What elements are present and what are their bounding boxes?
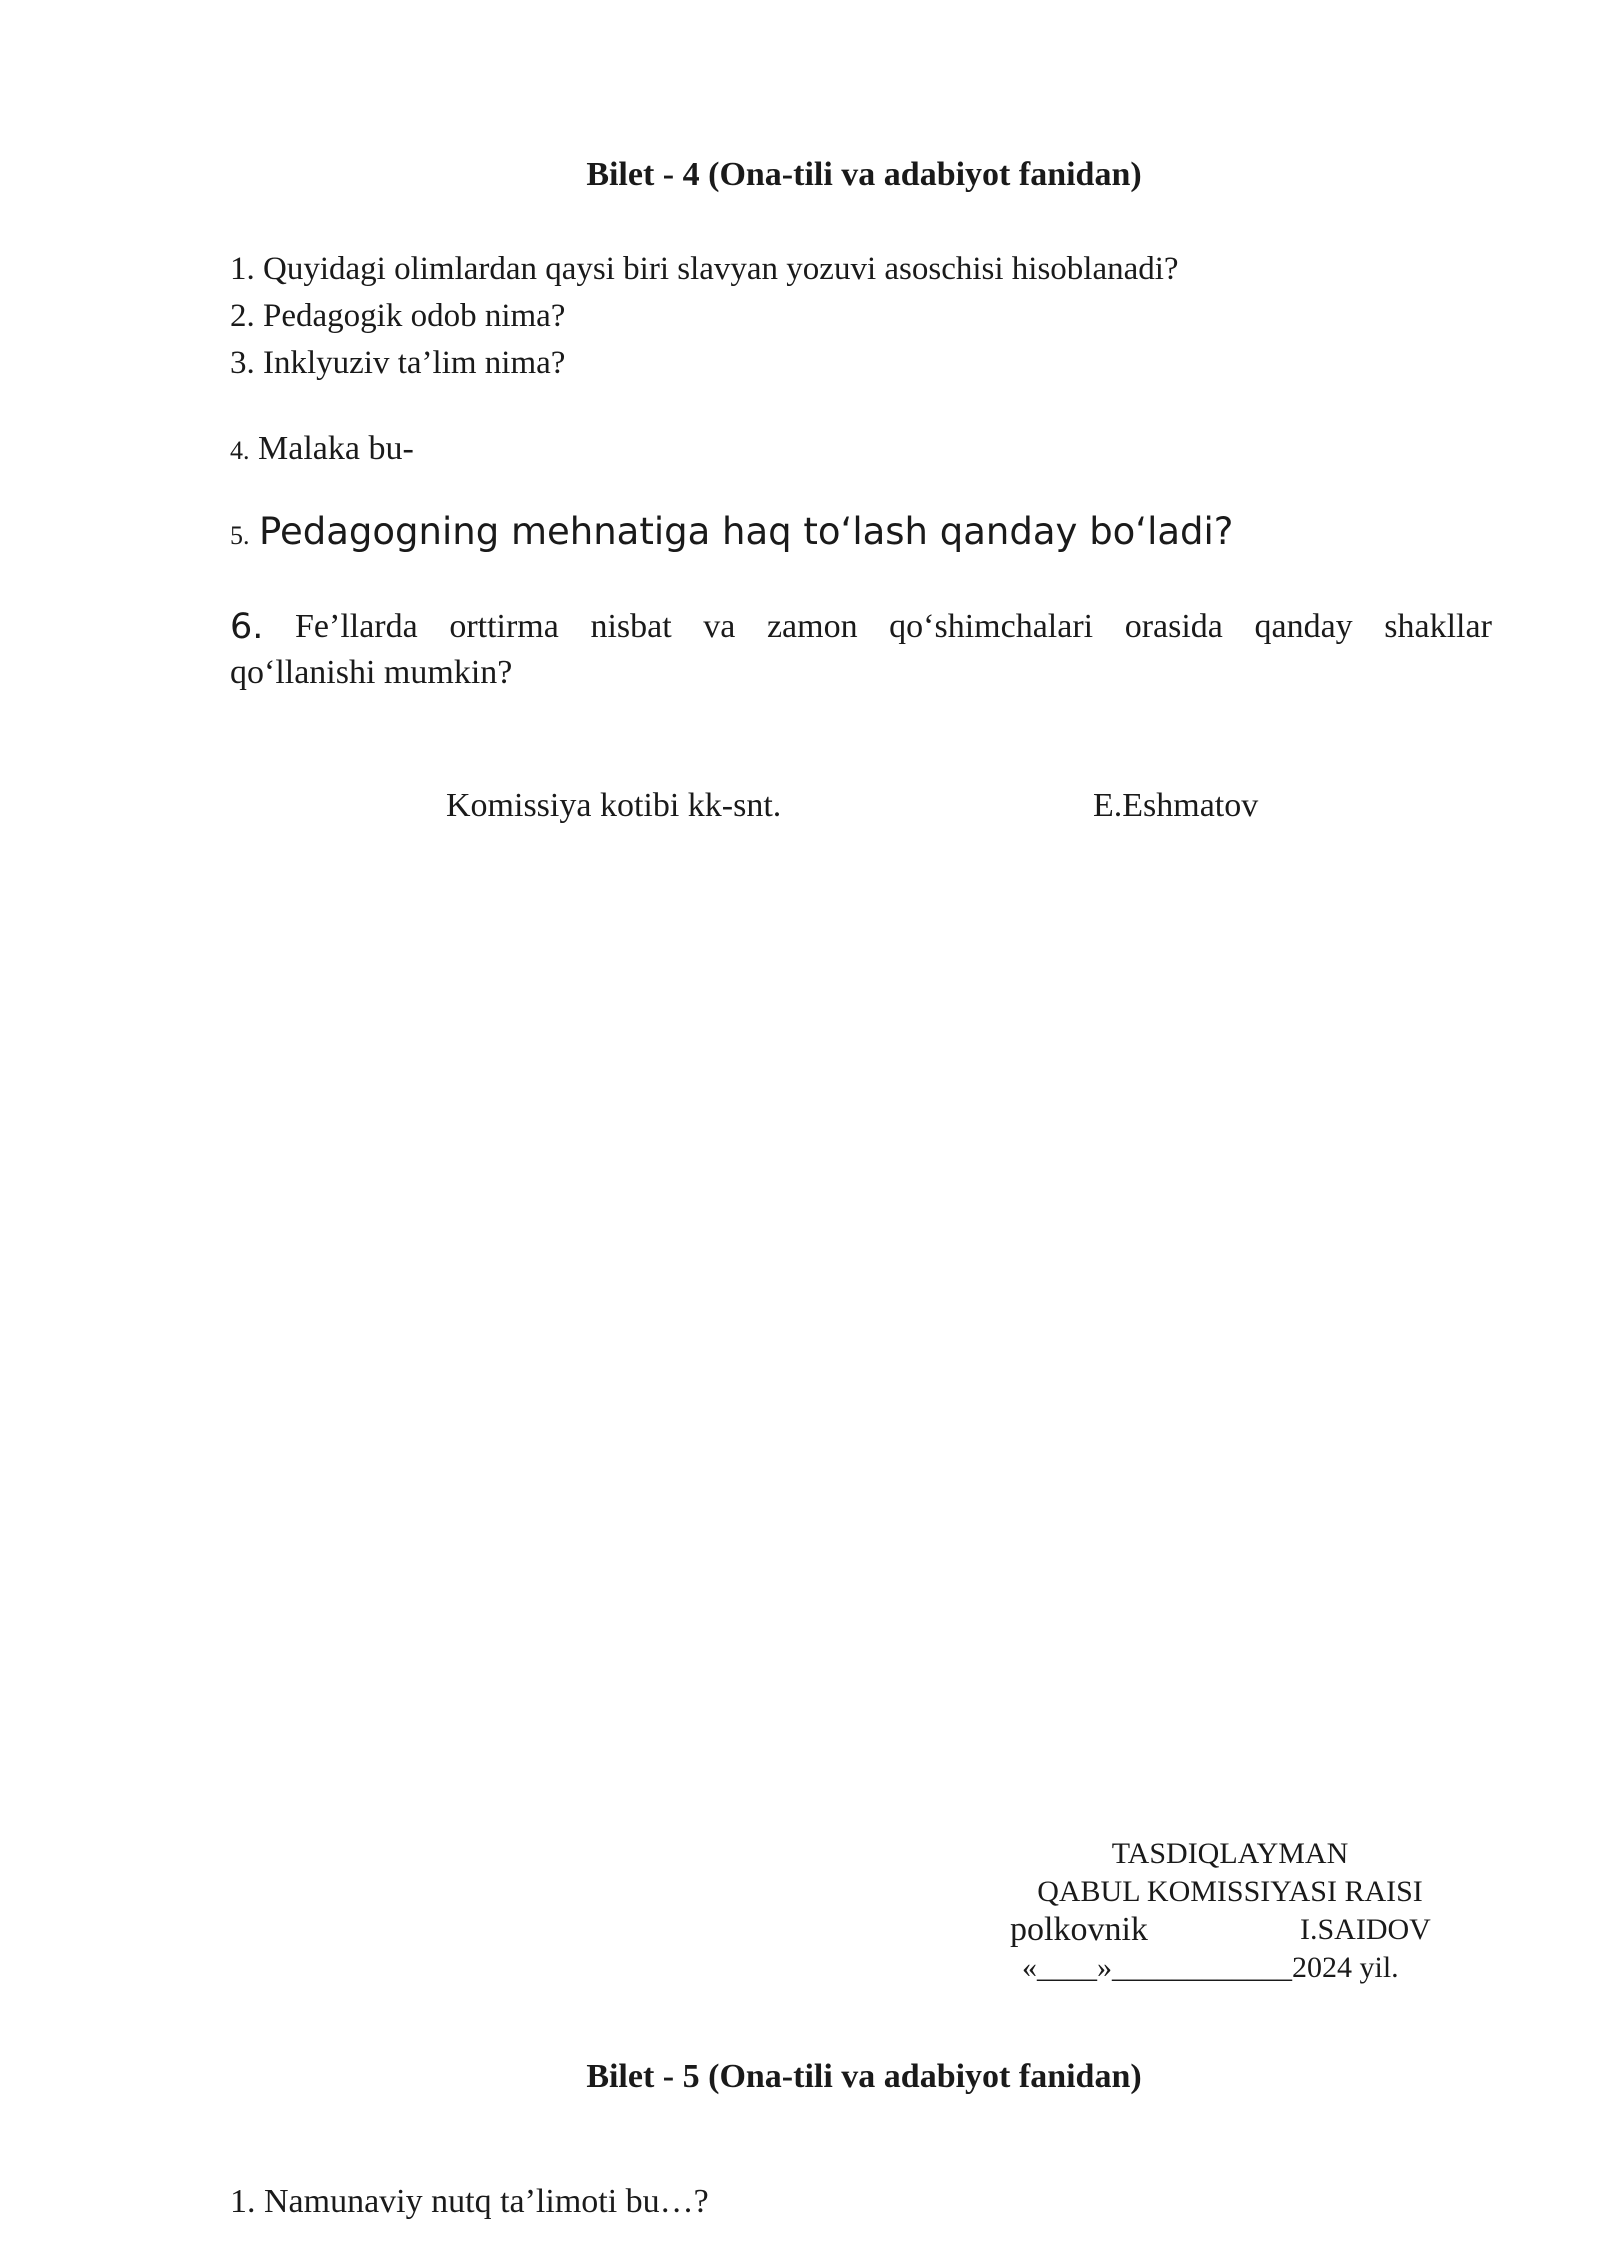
question-word: nisbat	[590, 608, 672, 645]
question-text: Inklyuziv ta’lim nima?	[263, 345, 566, 381]
bilet-4-question-5	[230, 510, 1233, 558]
question-word: orasida	[1124, 608, 1223, 645]
question-text: Quyidagi olimlardan qaysi biri slavyan yozuvi asoschisi hisoblanadi?	[254, 251, 1179, 287]
question-number: 4.	[230, 436, 250, 465]
signature-role: Komissiya kotibi kk-snt.	[446, 787, 782, 824]
question-6-line-2: qo‘llanishi mumkin?	[230, 654, 513, 691]
approval-block	[1010, 1835, 1460, 1987]
question-text: Pedagogning mehnatiga haq to‘lash qanday bo‘ladi?	[259, 510, 1234, 553]
approval-name: I.SAIDOV	[1300, 1913, 1431, 1946]
question-number: 6.	[230, 607, 264, 647]
bilet-5-title: Bilet - 5 (Ona-tili va adabiyot fanidan)	[586, 2058, 1142, 2095]
signature-name: E.Eshmatov	[1093, 787, 1259, 824]
bilet-4-question-4	[230, 429, 414, 471]
question-text: Malaka bu-	[258, 430, 414, 467]
bilet-4-question-2	[230, 296, 565, 336]
bilet-5-question-1	[230, 2182, 709, 2222]
approval-date: «____»____________2024 yil.	[1022, 1951, 1399, 1984]
approval-signatory	[1010, 1911, 1460, 1949]
question-number: 3.	[230, 345, 255, 381]
question-word: orttirma	[449, 608, 559, 645]
question-word: Fe’llarda	[295, 608, 418, 645]
bilet-4-question-6	[230, 604, 1492, 696]
question-text: Namunaviy nutq ta’limoti bu…?	[264, 2183, 709, 2220]
question-word: shakllar	[1384, 608, 1492, 645]
question-word: qanday	[1254, 608, 1353, 645]
bilet-4-question-1	[230, 249, 1179, 289]
bilet-4-title: Bilet - 4 (Ona-tili va adabiyot fanidan)	[586, 156, 1142, 193]
question-word: va	[703, 608, 736, 645]
question-text: Pedagogik odob nima?	[263, 298, 566, 334]
question-number: 1.	[230, 2183, 256, 2220]
approval-rank: polkovnik	[1010, 1911, 1148, 1948]
question-word: zamon	[766, 608, 858, 645]
question-word: qo‘shimchalari	[889, 608, 1094, 645]
approval-heading: TASDIQLAYMAN	[1111, 1837, 1349, 1870]
bilet-4-question-3	[230, 343, 565, 383]
approval-position: QABUL KOMISSIYASI RAISI	[1037, 1875, 1423, 1908]
question-number: 1.	[230, 251, 255, 287]
question-number: 5.	[230, 521, 250, 550]
question-number: 2.	[230, 298, 255, 334]
question-6-line-1	[230, 604, 1492, 650]
